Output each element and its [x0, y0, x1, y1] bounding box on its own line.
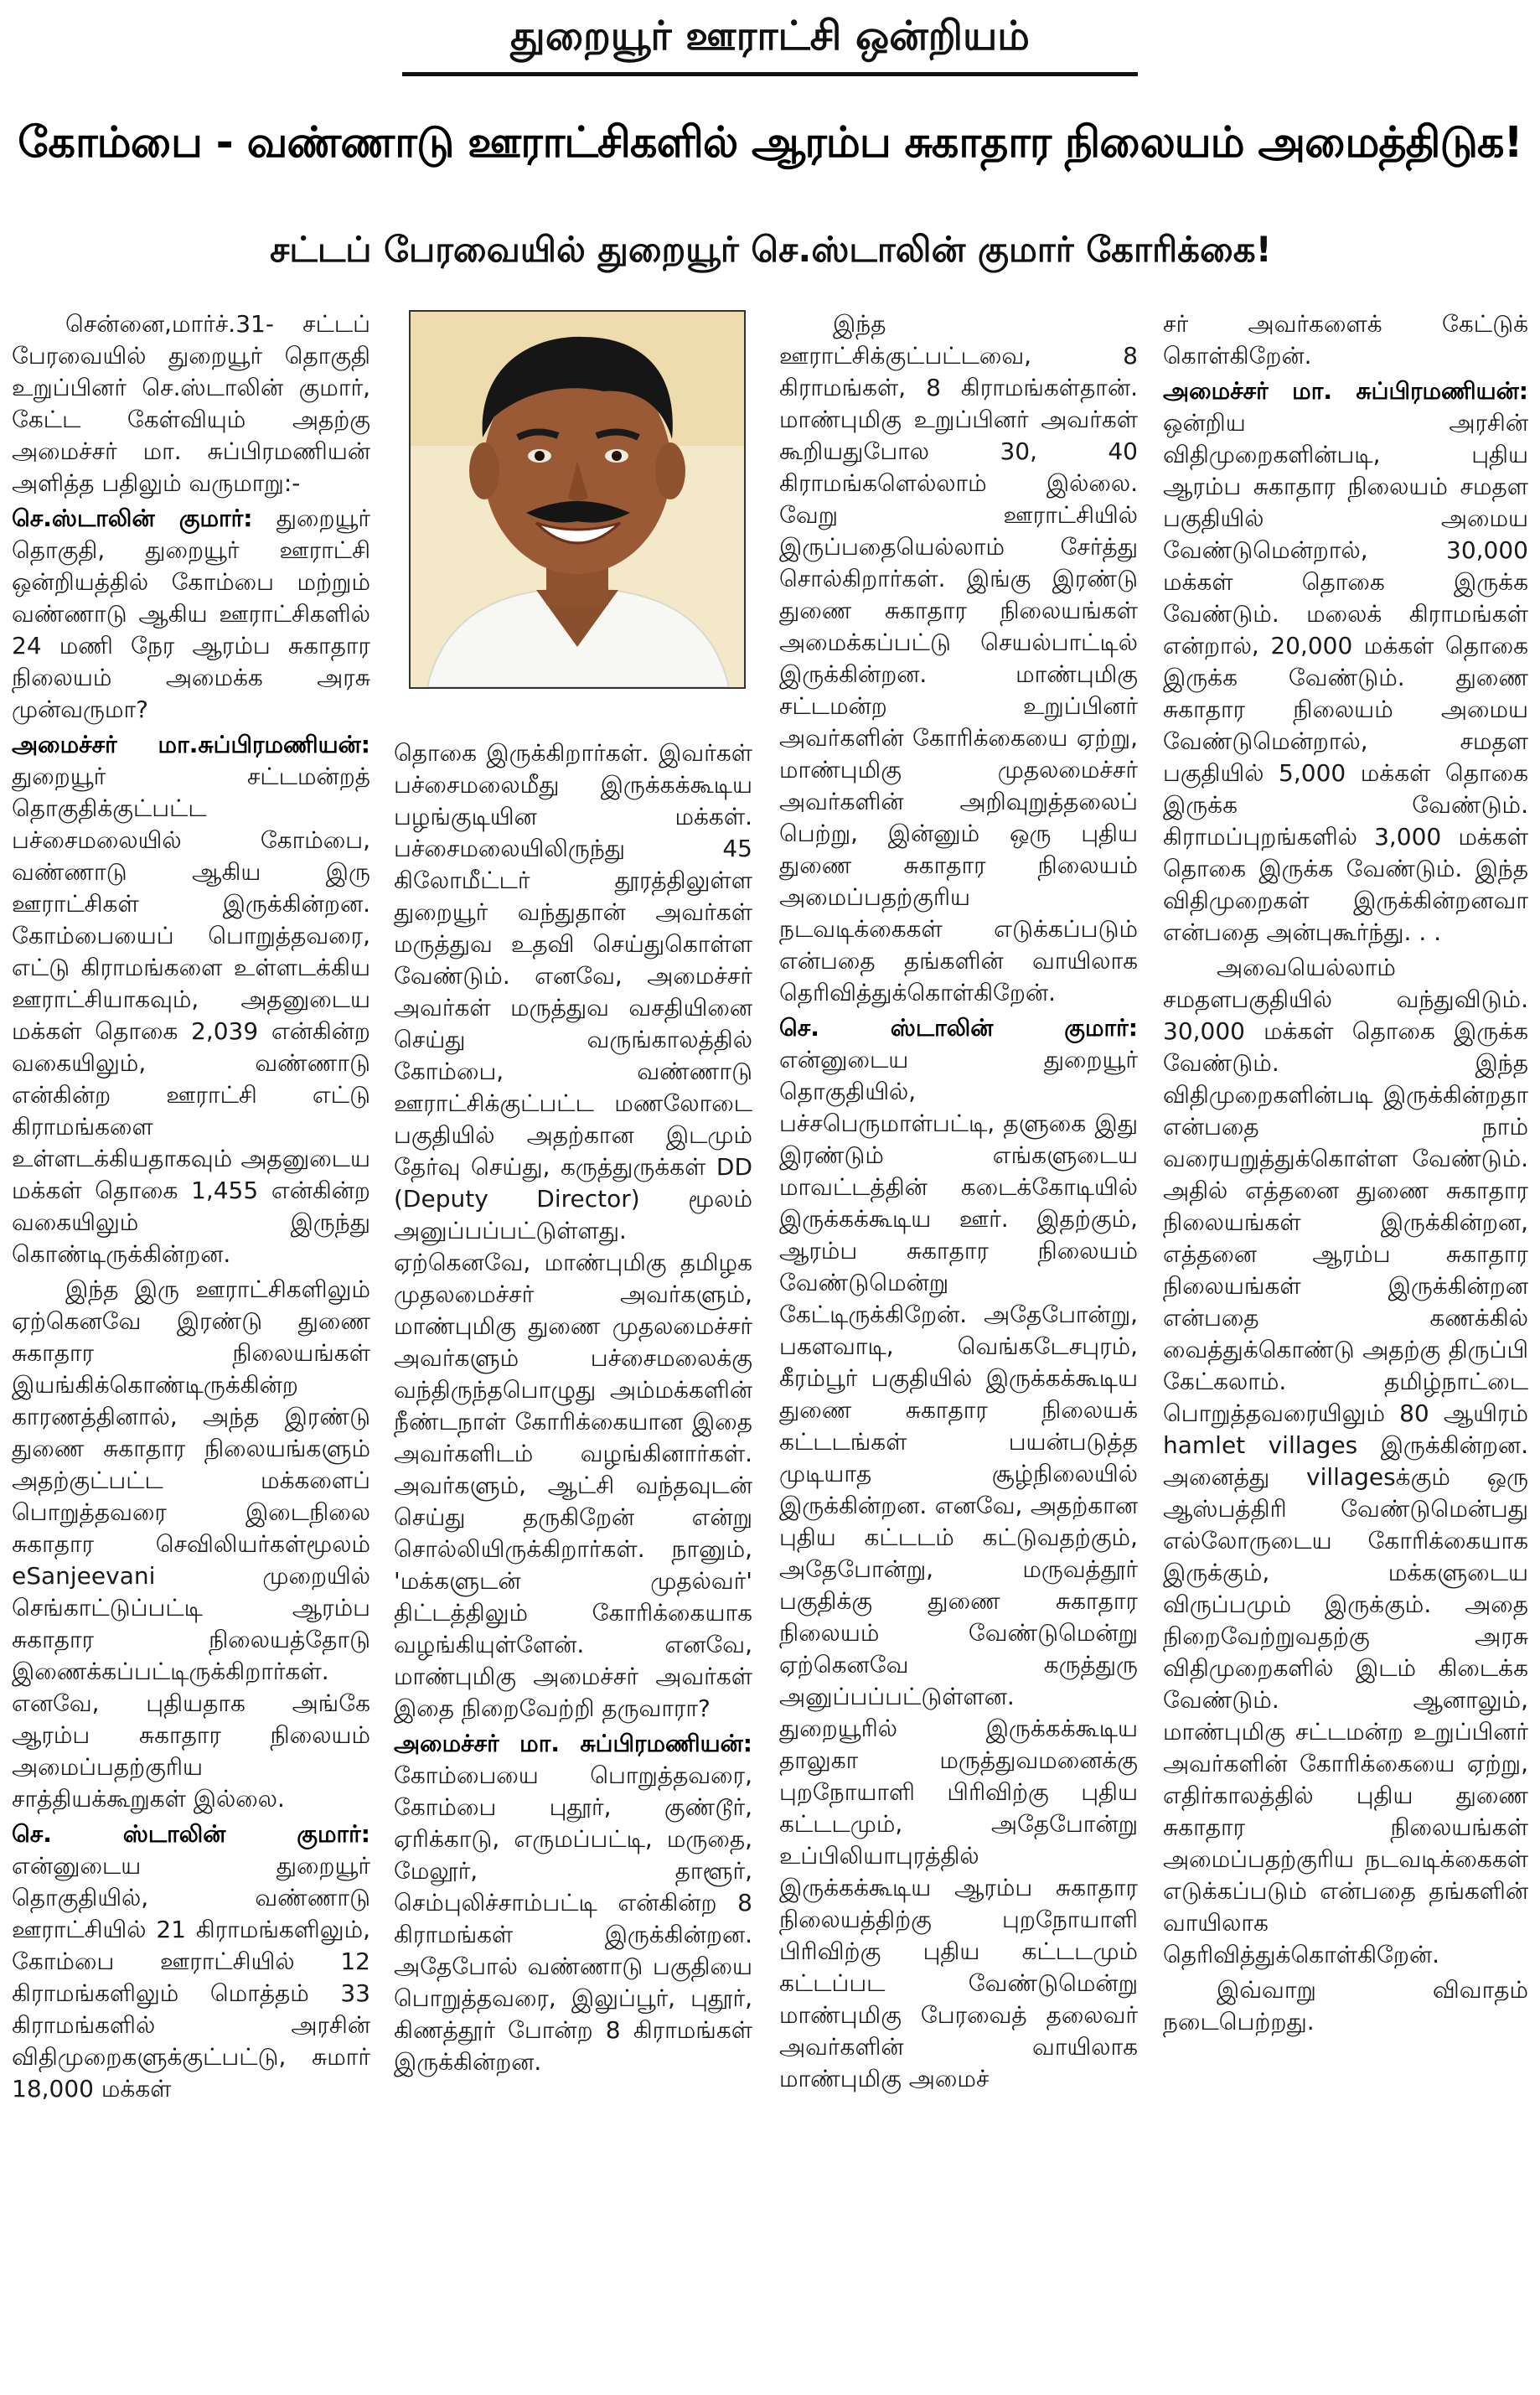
speaker-label: செ. ஸ்டாலின் குமார்: [12, 1820, 370, 1848]
paragraph [779, 1012, 1138, 2095]
paragraph-text: என்னுடைய துறையூர் தொகுதியில், வண்ணாடு ஊராட்சியில் 21 கிராமங்களிலும், கோம்பை ஊராட்சியில் 12 கிராமங்களிலும் மொத்தம் 33 கிராமங்களில் அரசின் விதிமுறைகளுக்குட்பட்டு, சுமார் 18,000 மக்கள் [12, 1852, 370, 2103]
article-column-1 [12, 308, 370, 2387]
paragraph [394, 1728, 752, 2078]
paragraph-text: துறையூர் தொகுதி, துறையூர் ஊராட்சி ஒன்றியத்தில் கோம்பை மற்றும் வண்ணாடு ஆகிய ஊராட்சிகளில் 24 மணி நேர ஆரம்ப சுகாதார நிலையம் அமைக்க அரசு முன்வருமா? [12, 504, 370, 723]
paragraph-text: என்னுடைய துறையூர் தொகுதியில், பச்சபெருமாள்பட்டி, தளுகை இது இரண்டும் எங்களுடைய மாவட்டத்தின் கடைக்கோடியில் இருக்கக்கூடிய ஊர். இதற்கும், ஆரம்ப சுகாதார நிலையம் வேண்டுமென்று கேட்டிருக்கிறேன். அதேபோன்று, பகளவாடி, வெங்கடேசபுரம், கீரம்பூர் பகுதியில் இருக்கக்கூடிய துணை சுகாதார நிலையக் கட்டடங்கள் பயன்படுத்த முடியாத சூழ்நிலையில் இருக்கின்றன. எனவே, அதற்கான புதிய கட்டடம் கட்டுவதற்கும், அதேபோன்று, மருவத்தூர் பகுதிக்கு துணை சுகாதார நிலையம் வேண்டுமென்று ஏற்கெனவே கருத்துரு அனுப்பப்பட்டுள்ளன. துறையூரில் இருக்கக்கூடிய தாலுகா மருத்துவமனைக்கு புறநோயாளி பிரிவிற்கு புதிய கட்டடமும், அதேபோன்று உப்பிலியாபுரத்தில் இருக்கக்கூடிய ஆரம்ப சுகாதார நிலையத்திற்கு புறநோயாளி பிரிவிற்கு புதிய கட்டடமும் கட்டப்பட வேண்டுமென்று மாண்புமிகு பேரவைத் தலைவர் அவர்களின் வாயிலாக மாண்புமிகு அமைச் [779, 1046, 1138, 2092]
portrait-illustration [411, 312, 744, 687]
speaker-label: அமைச்சர் மா. சுப்பிரமணியன்: [394, 1730, 752, 1757]
paragraph-text: ஒன்றிய அரசின் விதிமுறைகளின்படி, புதிய ஆரம்ப சுகாதார நிலையம் சமதள பகுதியில் அமைய வேண்டுமென்றால், 30,000 மக்கள் தொகை இருக்க வேண்டும். மலைக் கிராமங்கள் என்றால், 20,000 மக்கள் தொகை இருக்க வேண்டும். துணை சுகாதார நிலையம் அமைய வேண்டுமென்றால், சமதள பகுதியில் 5,000 மக்கள் தொகை இருக்க வேண்டும். கிராமப்புறங்களில் 3,000 மக்கள் தொகை இருக்க வேண்டும். இந்த விதிமுறைகள் இருக்கின்றனவா என்பதை அன்புகூர்ந்து. . . [1163, 409, 1528, 946]
paragraph: இந்த ஊராட்சிக்குட்பட்டவை, 8 கிராமங்கள், 8 கிராமங்கள்தான். மாண்புமிகு உறுப்பினர் அவர்கள் கூறியதுபோல 30, 40 கிராமங்களெல்லாம் இல்லை. வேறு ஊராட்சியில் இருப்பதையெல்லாம் சேர்த்து சொல்கிறார்கள். இங்கு இரண்டு துணை சுகாதார நிலையங்கள் அமைக்கப்பட்டு செயல்பாட்டில் இருக்கின்றன. மாண்புமிகு சட்டமன்ற உறுப்பினர் அவர்களின் கோரிக்கையை ஏற்று, மாண்புமிகு முதலமைச்சர் அவர்களின் அறிவுறுத்தலைப் பெற்று, இன்னும் ஒரு புதிய துணை சுகாதார நிலையம் அமைப்பதற்குரிய நடவடிக்கைகள் எடுக்கப்படும் என்பதை தங்களின் வாயிலாக தெரிவித்துக்கொள்கிறேன். [779, 310, 1138, 1006]
paragraph-text: துறையூர் சட்டமன்றத் தொகுதிக்குட்பட்ட பச்சைமலையில் கோம்பை, வண்ணாடு ஆகிய இரு ஊராட்சிகள் இருக்கின்றன. கோம்பையைப் பொறுத்தவரை, எட்டு கிராமங்களை உள்ளடக்கிய ஊராட்சியாகவும், அதனுடைய மக்கள் தொகை 2,039 என்கின்ற வகையிலும், வண்ணாடு என்கின்ற ஊராட்சி எட்டு கிராமங்களை உள்ளடக்கியதாகவும் அதனுடைய மக்கள் தொகை 1,455 என்கின்ற வகையிலும் இருந்து கொண்டிருக்கின்றன. [12, 763, 370, 1268]
subheadline: சட்டப் பேரவையில் துறையூர் செ.ஸ்டாலின் குமார் கோரிக்கை! [270, 229, 1272, 270]
paragraph: சர் அவர்களைக் கேட்டுக் கொள்கிறேன். [1163, 310, 1528, 370]
paragraph-text: கோம்பையை பொறுத்தவரை, கோம்பை புதூர், குண்டூர், ஏரிக்காடு, எருமப்பட்டி, மருதை, மேலூர், தாளூர், செம்புலிச்சாம்பட்டி என்கின்ற 8 கிராமங்கள் இருக்கின்றன. அதேபோல் வண்ணாடு பகுதியை பொறுத்தவரை, இலுப்பூர், புதூர், கிணத்தூர் போன்ற 8 கிராமங்கள் இருக்கின்றன. [394, 1761, 752, 2076]
paragraph: சென்னை,மார்ச்.31- சட்டப் பேரவையில் துறையூர் தொகுதி உறுப்பினர் செ.ஸ்டாலின் குமார், கேட்ட கேள்வியும் அதற்கு அமைச்சர் மா. சுப்பிரமணியன் அளித்த பதிலும் வருமாறு:- [12, 310, 370, 497]
paragraph [12, 729, 370, 1270]
speaker-label: செ.ஸ்டாலின் குமார்: [12, 504, 253, 532]
portrait-photo [409, 310, 746, 689]
paragraph [12, 1818, 370, 2105]
paragraph [1163, 375, 1528, 949]
speaker-label: செ. ஸ்டாலின் குமார்: [779, 1014, 1138, 1042]
speaker-label: அமைச்சர் மா.சுப்பிரமணியன்: [12, 731, 370, 758]
headline: கோம்பை - வண்ணாடு ஊராட்சிகளில் ஆரம்ப சுகாதார நிலையம் அமைத்திடுக! [18, 118, 1522, 168]
paragraph: அவையெல்லாம் சமதளபகுதியில் வந்துவிடும். 30,000 மக்கள் தொகை இருக்க வேண்டும். இந்த விதிமுறைகளின்படி இருக்கின்றதா என்பதை நாம் வரையறுத்துக்கொள்ள வேண்டும். அதில் எத்தனை துணை சுகாதார நிலையங்கள் இருக்கின்றன, எத்தனை ஆரம்ப சுகாதார நிலையங்கள் இருக்கின்றன என்பதை கணக்கில் வைத்துக்கொண்டு அதற்கு திருப்பி கேட்கலாம். தமிழ்நாட்டை பொறுத்தவரையிலும் 80 ஆயிரம் hamlet villages இருக்கின்றன. அனைத்து villagesக்கும் ஒரு ஆஸ்பத்திரி வேண்டுமென்பது எல்லோருடைய கோரிக்கையாக இருக்கும், மக்களுடைய விருப்பமும் இருக்கும். அதை நிறைவேற்றுவதற்கு அரசு விதிமுறைகளில் இடம் கிடைக்க வேண்டும். ஆனாலும், மாண்புமிகு சட்டமன்ற உறுப்பினர் அவர்களின் கோரிக்கையை ஏற்று, எதிர்காலத்தில் புதிய துணை சுகாதார நிலையங்கள் அமைப்பதற்குரிய நடவடிக்கைகள் எடுக்கப்படும் என்பதை தங்களின் வாயிலாக தெரிவித்துக்கொள்கிறேன். [1163, 954, 1528, 1968]
paragraph: இந்த இரு ஊராட்சிகளிலும் ஏற்கெனவே இரண்டு துணை சுகாதார நிலையங்கள் இயங்கிக்கொண்டிருக்கின்ற காரணத்தினால், அந்த இரண்டு துணை சுகாதார நிலையங்களும் அதற்குட்பட்ட மக்களைப் பொறுத்தவரை இடைநிலை சுகாதார செவிலியர்கள்மூலம் eSanjeevani முறையில் செங்காட்டுப்பட்டி ஆரம்ப சுகாதார நிலையத்தோடு இணைக்கப்பட்டிருக்கிறார்கள். எனவே, புதியதாக அங்கே ஆரம்ப சுகாதார நிலையம் அமைப்பதற்குரிய சாத்தியக்கூறுகள் இல்லை. [12, 1275, 370, 1813]
article-column-3 [779, 308, 1138, 2387]
paragraph: தொகை இருக்கிறார்கள். இவர்கள் பச்சைமலைமீது இருக்கக்கூடிய பழங்குடியின மக்கள். பச்சைமலையிலிருந்து 45 கிலோமீட்டர் தூரத்திலுள்ள துறையூர் வந்துதான் அவர்கள் மருத்துவ உதவி செய்துகொள்ள வேண்டும். எனவே, அமைச்சர் அவர்கள் மருத்துவ வசதியினை செய்து வருங்காலத்தில் கோம்பை, வண்ணாடு ஊராட்சிக்குட்பட்ட மணலோடை பகுதியில் அதற்கான இடமும் தேர்வு செய்து, கருத்துருக்கள் DD (Deputy Director) மூலம் அனுப்பப்பட்டுள்ளது. ஏற்கெனவே, மாண்புமிகு தமிழக முதலமைச்சர் அவர்களும், மாண்புமிகு துணை முதலமைச்சர் அவர்களும் பச்சைமலைக்கு வந்திருந்தபொழுது அம்மக்களின் நீண்டநாள் கோரிக்கையான இதை அவர்களிடம் வழங்கினார்கள். அவர்களும், ஆட்சி வந்தவுடன் செய்து தருகிறேன் என்று சொல்லியிருக்கிறார்கள். நானும், 'மக்களுடன் முதல்வர்' திட்டத்திலும் கோரிக்கையாக வழங்கியுள்ளேன். எனவே, மாண்புமிகு அமைச்சர் அவர்கள் இதை நிறைவேற்றி தருவாரா? [394, 739, 752, 1722]
section-kicker: துறையூர் ஊராட்சி ஒன்றியம் [510, 13, 1030, 59]
paragraph [12, 503, 370, 726]
paragraph: இவ்வாறு விவாதம் நடைபெற்றது. [1163, 1976, 1528, 2035]
kicker-underline [402, 72, 1138, 76]
speaker-label: அமைச்சர் மா. சுப்பிரமணியன்: [1163, 377, 1528, 405]
article-column-4 [1163, 308, 1528, 2387]
article-column-2 [394, 737, 752, 2387]
